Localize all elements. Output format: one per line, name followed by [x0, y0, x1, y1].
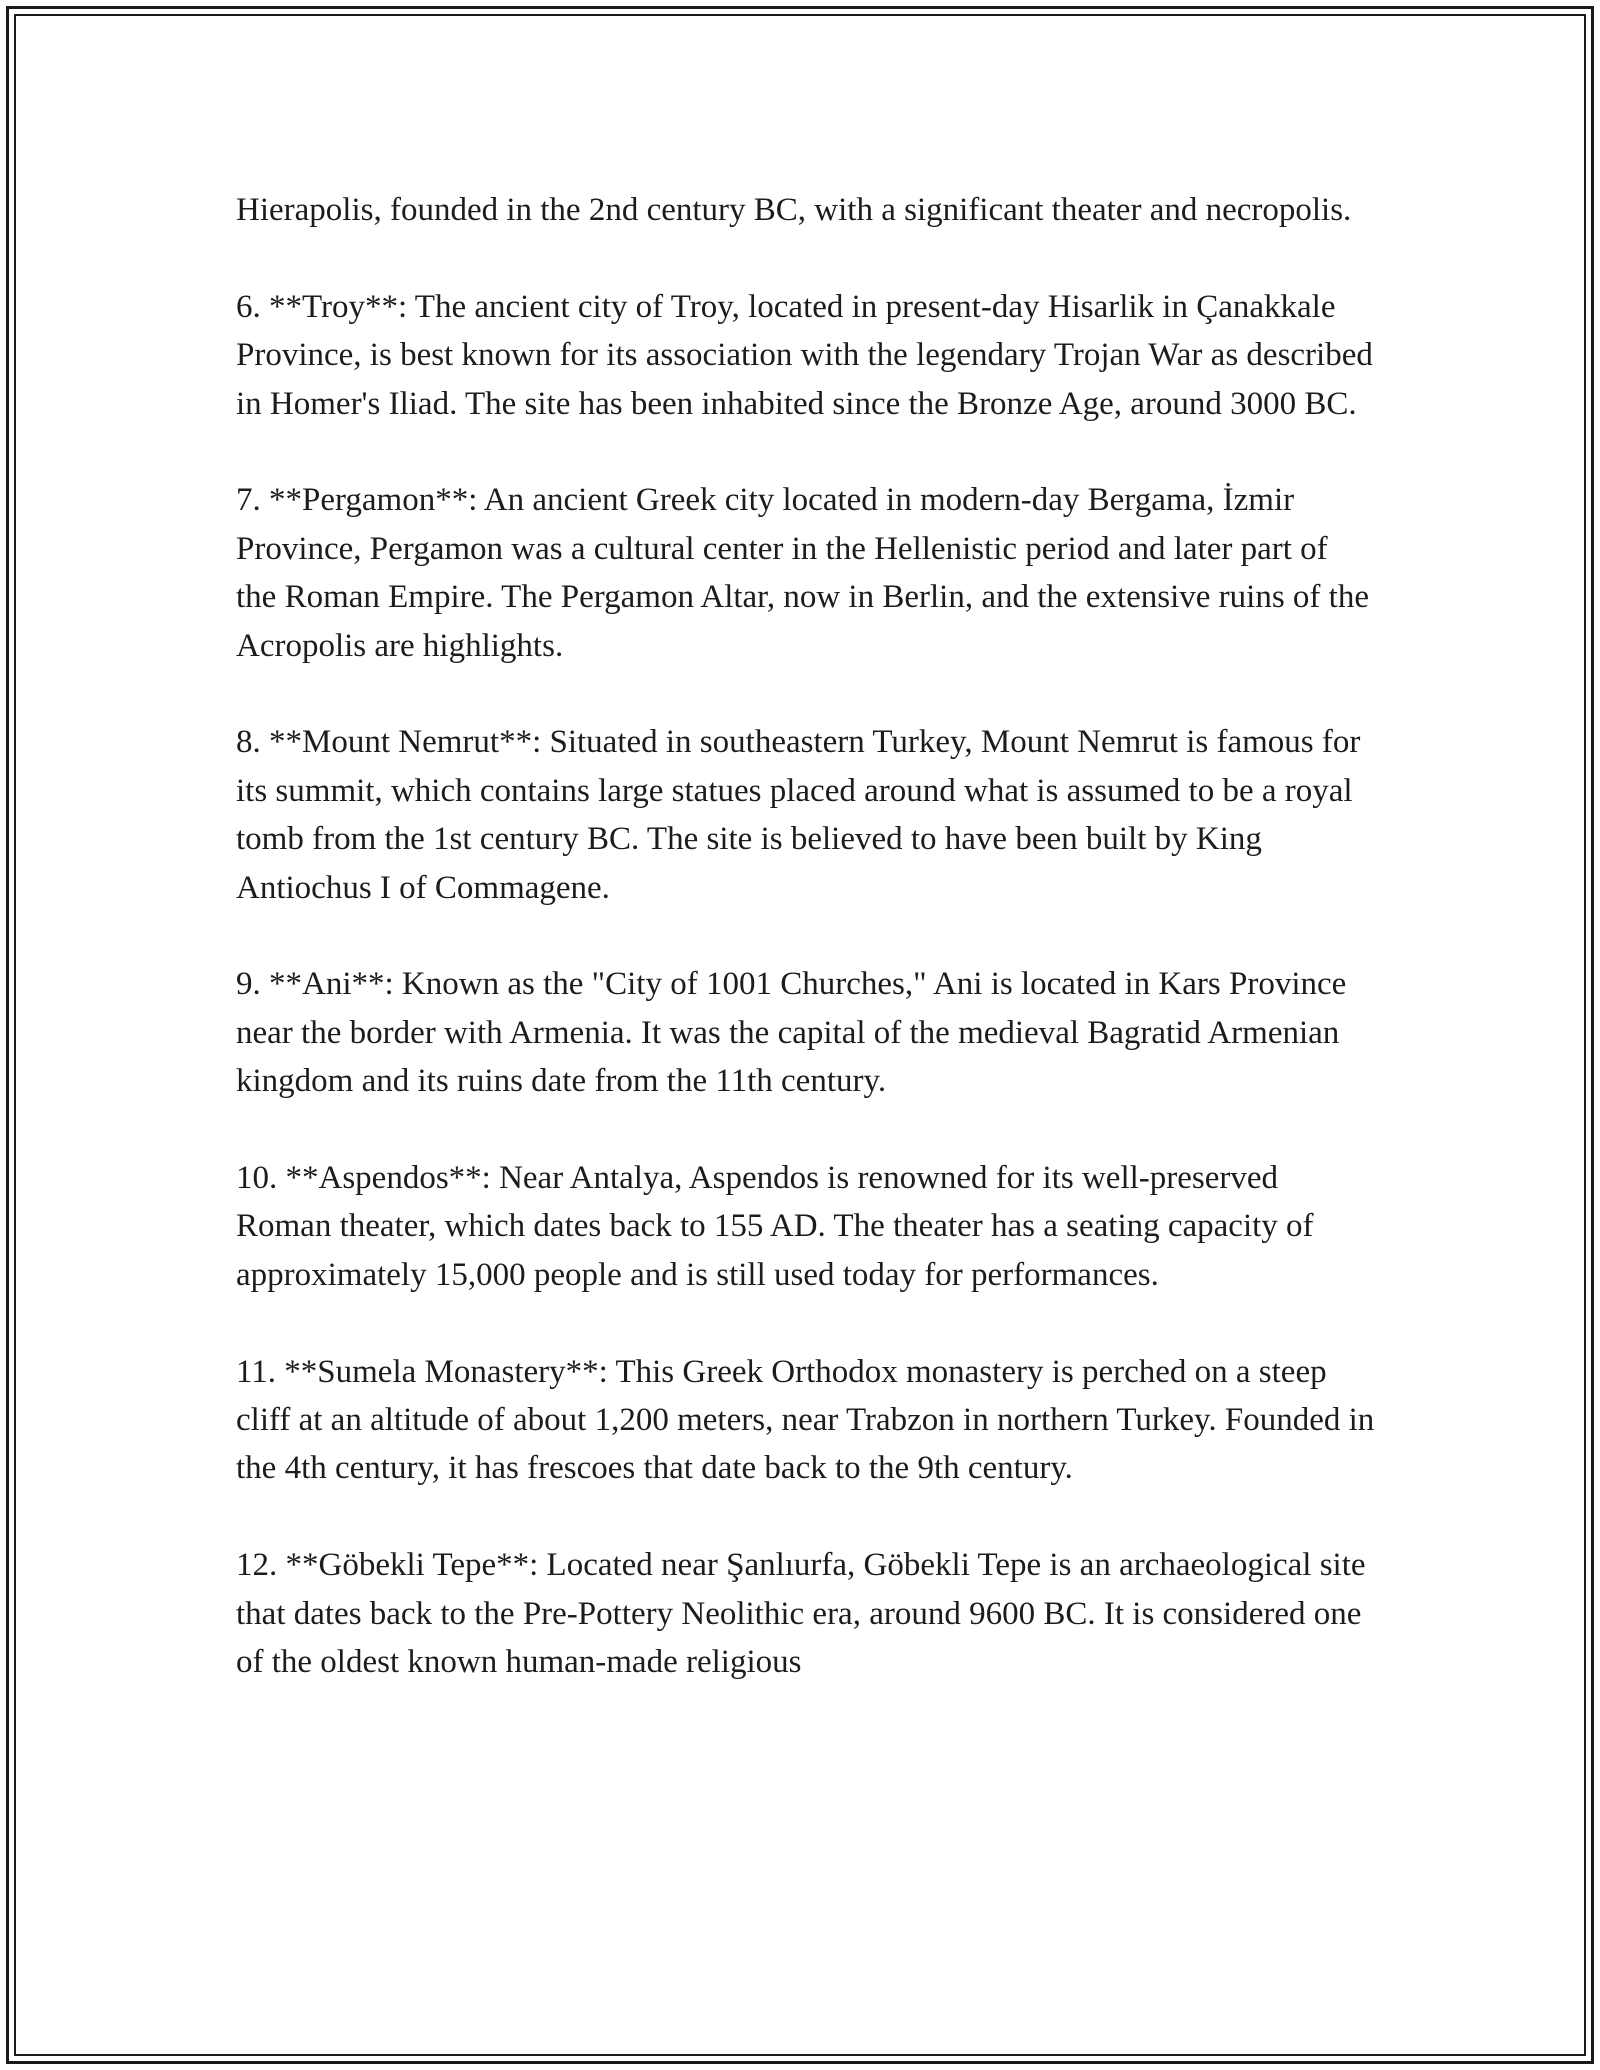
document-body: [236, 186, 1376, 1686]
paragraph-pergamon: 7. **Pergamon**: An ancient Greek city located in modern-day Bergama, İzmir Province, Pergamon was a cultural center in the Hellenistic period and later part of the Roman Empire. The Pergamon Altar, now in Berlin, and the extensive ruins of the Acropolis are highlights.: [236, 482, 1369, 664]
paragraph-ani: 9. **Ani**: Known as the "City of 1001 Churches," Ani is located in Kars Province near the border with Armenia. It was the capital of the medieval Bagratid Armenian kingdom and its ruins date from the 11th century.: [236, 966, 1347, 1100]
paragraph-gobekli-tepe: 12. **Göbekli Tepe**: Located near Şanlıurfa, Göbekli Tepe is an archaeological site that dates back to the Pre-Pottery Neolithic era, around 9600 BC. It is considered one of the oldest known human-made religious: [236, 1547, 1366, 1681]
paragraph-troy: 6. **Troy**: The ancient city of Troy, located in present-day Hisarlik in Çanakkale Province, is best known for its association with the legendary Trojan War as described in Homer's Iliad. The site has been inhabited since the Bronze Age, around 3000 BC.: [236, 288, 1373, 422]
paragraph-mount-nemrut: 8. **Mount Nemrut**: Situated in southeastern Turkey, Mount Nemrut is famous for its summit, which contains large statues placed around what is assumed to be a royal tomb from the 1st century BC. The site is believed to have been built by King Antiochus I of Commagene.: [236, 724, 1361, 906]
paragraph-aspendos: 10. **Aspendos**: Near Antalya, Aspendos is renowned for its well-preserved Roman theater, which dates back to 155 AD. The theater has a seating capacity of approximately 15,000 people and is still used today for performances.: [236, 1160, 1314, 1293]
paragraph-hierapolis: Hierapolis, founded in the 2nd century BC, with a significant theater and necropolis.: [236, 192, 1352, 228]
paragraph-sumela-monastery: 11. **Sumela Monastery**: This Greek Orthodox monastery is perched on a steep cliff at an altitude of about 1,200 meters, near Trabzon in northern Turkey. Founded in the 4th century, it has frescoes that date back to the 9th century.: [236, 1353, 1375, 1487]
